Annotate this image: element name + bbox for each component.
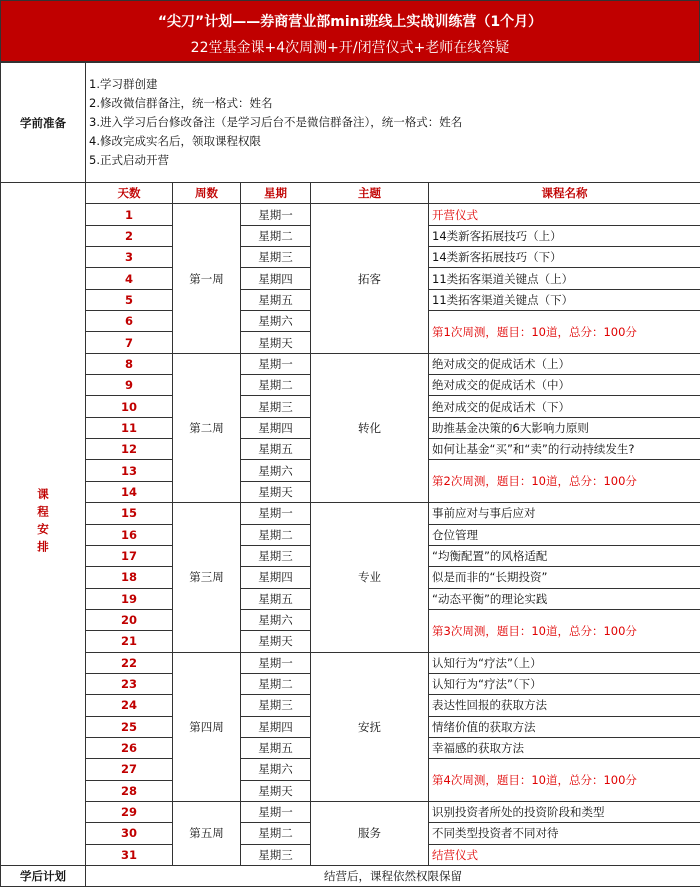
course-name: 似是而非的“长期投资” — [429, 567, 700, 588]
day-number: 2 — [86, 225, 173, 246]
course-name: 仓位管理 — [429, 524, 700, 545]
day-number: 1 — [86, 204, 173, 225]
week-label: 第一周 — [173, 204, 241, 353]
weekday: 星期三 — [241, 545, 311, 566]
column-header-course: 课程名称 — [429, 183, 700, 204]
column-header-day: 天数 — [86, 183, 173, 204]
course-name: 情绪价值的获取方法 — [429, 716, 700, 737]
day-number: 12 — [86, 439, 173, 460]
weekday: 星期一 — [241, 204, 311, 225]
schedule-table — [0, 62, 700, 887]
table-header-row — [1, 183, 700, 204]
day-number: 5 — [86, 289, 173, 310]
column-header-weekday: 星期 — [241, 183, 311, 204]
weekday: 星期一 — [241, 353, 311, 374]
day-number: 21 — [86, 631, 173, 652]
week-label: 第四周 — [173, 652, 241, 801]
topic: 安抚 — [311, 652, 429, 801]
weekday: 星期五 — [241, 588, 311, 609]
schedule-label-cell — [1, 183, 86, 866]
day-number: 17 — [86, 545, 173, 566]
course-highlight: 第3次周测，题目：10道，总分：100分 — [429, 609, 700, 652]
course-name: 幸福感的获取方法 — [429, 737, 700, 758]
day-number: 13 — [86, 460, 173, 481]
day-number: 18 — [86, 567, 173, 588]
course-name: 不同类型投资者不同对待 — [429, 823, 700, 844]
day-number: 27 — [86, 759, 173, 780]
weekday: 星期天 — [241, 481, 311, 502]
weekday: 星期四 — [241, 567, 311, 588]
after-text: 结营后，课程依然权限保留 — [86, 866, 700, 887]
column-header-topic: 主题 — [311, 183, 429, 204]
prep-list — [86, 63, 700, 183]
prep-item: 3.进入学习后台修改备注（是学习后台不是微信群备注），统一格式：姓名 — [89, 113, 697, 132]
course-highlight: 第2次周测，题目：10道，总分：100分 — [429, 460, 700, 503]
after-row — [1, 866, 700, 887]
day-number: 30 — [86, 823, 173, 844]
course-name: 14类新客拓展技巧（上） — [429, 225, 700, 246]
course-highlight: 结营仪式 — [429, 844, 700, 865]
topic: 拓客 — [311, 204, 429, 353]
weekday: 星期三 — [241, 844, 311, 865]
weekday: 星期六 — [241, 759, 311, 780]
course-name: 事前应对与事后应对 — [429, 503, 700, 524]
table-row — [1, 801, 700, 822]
weekday: 星期二 — [241, 225, 311, 246]
course-name: 绝对成交的促成话术（中） — [429, 375, 700, 396]
page-title: “尖刀”计划——券商营业部mini班线上实战训练营（1个月） — [1, 1, 699, 31]
day-number: 24 — [86, 695, 173, 716]
prep-row — [1, 63, 700, 183]
week-label: 第三周 — [173, 503, 241, 652]
weekday: 星期四 — [241, 268, 311, 289]
course-name: 认知行为“疗法”（上） — [429, 652, 700, 673]
topic: 专业 — [311, 503, 429, 652]
day-number: 25 — [86, 716, 173, 737]
weekday: 星期二 — [241, 524, 311, 545]
week-label: 第五周 — [173, 801, 241, 865]
day-number: 4 — [86, 268, 173, 289]
course-name: 表达性回报的获取方法 — [429, 695, 700, 716]
weekday: 星期一 — [241, 801, 311, 822]
course-name: 11类拓客渠道关键点（上） — [429, 268, 700, 289]
weekday: 星期四 — [241, 716, 311, 737]
day-number: 14 — [86, 481, 173, 502]
column-header-week: 周数 — [173, 183, 241, 204]
day-number: 16 — [86, 524, 173, 545]
day-number: 7 — [86, 332, 173, 353]
weekday: 星期二 — [241, 673, 311, 694]
day-number: 29 — [86, 801, 173, 822]
day-number: 28 — [86, 780, 173, 801]
prep-item: 1.学习群创建 — [89, 75, 697, 94]
weekday: 星期五 — [241, 289, 311, 310]
weekday: 星期六 — [241, 311, 311, 332]
topic: 转化 — [311, 353, 429, 502]
weekday: 星期五 — [241, 439, 311, 460]
prep-item: 5.正式启动开营 — [89, 151, 697, 170]
weekday: 星期天 — [241, 780, 311, 801]
day-number: 15 — [86, 503, 173, 524]
day-number: 22 — [86, 652, 173, 673]
weekday: 星期二 — [241, 375, 311, 396]
course-name: 如何让基金“买”和“卖”的行动持续发生? — [429, 439, 700, 460]
weekday: 星期六 — [241, 460, 311, 481]
day-number: 6 — [86, 311, 173, 332]
course-highlight: 开营仪式 — [429, 204, 700, 225]
course-name: 绝对成交的促成话术（下） — [429, 396, 700, 417]
day-number: 20 — [86, 609, 173, 630]
week-label: 第二周 — [173, 353, 241, 502]
after-label: 学后计划 — [1, 866, 86, 887]
prep-item: 2.修改微信群备注，统一格式：姓名 — [89, 94, 697, 113]
table-row — [1, 652, 700, 673]
weekday: 星期二 — [241, 823, 311, 844]
table-row — [1, 503, 700, 524]
prep-label: 学前准备 — [1, 63, 86, 183]
weekday: 星期六 — [241, 609, 311, 630]
weekday: 星期一 — [241, 503, 311, 524]
weekday: 星期天 — [241, 631, 311, 652]
weekday: 星期四 — [241, 417, 311, 438]
course-name: 绝对成交的促成话术（上） — [429, 353, 700, 374]
course-name: 识别投资者所处的投资阶段和类型 — [429, 801, 700, 822]
course-name: “动态平衡”的理论实践 — [429, 588, 700, 609]
course-name: 认知行为“疗法”（下） — [429, 673, 700, 694]
day-number: 11 — [86, 417, 173, 438]
course-name: 助推基金决策的6大影响力原则 — [429, 417, 700, 438]
day-number: 31 — [86, 844, 173, 865]
day-number: 10 — [86, 396, 173, 417]
table-row — [1, 353, 700, 374]
table-row — [1, 204, 700, 225]
course-highlight: 第1次周测，题目：10道，总分：100分 — [429, 311, 700, 354]
day-number: 8 — [86, 353, 173, 374]
day-number: 19 — [86, 588, 173, 609]
weekday: 星期三 — [241, 695, 311, 716]
day-number: 9 — [86, 375, 173, 396]
weekday: 星期一 — [241, 652, 311, 673]
weekday: 星期三 — [241, 247, 311, 268]
weekday: 星期天 — [241, 332, 311, 353]
day-number: 26 — [86, 737, 173, 758]
topic: 服务 — [311, 801, 429, 865]
weekday: 星期三 — [241, 396, 311, 417]
page-header — [0, 0, 700, 62]
day-number: 3 — [86, 247, 173, 268]
page-subtitle: 22堂基金课+4次周测+开/闭营仪式+老师在线答疑 — [1, 37, 699, 57]
course-name: 11类拓客渠道关键点（下） — [429, 289, 700, 310]
course-highlight: 第4次周测，题目：10道，总分：100分 — [429, 759, 700, 802]
day-number: 23 — [86, 673, 173, 694]
course-name: “均衡配置”的风格适配 — [429, 545, 700, 566]
schedule-label: 课程安排 — [35, 488, 51, 558]
prep-item: 4.修改完成实名后，领取课程权限 — [89, 132, 697, 151]
weekday: 星期五 — [241, 737, 311, 758]
course-name: 14类新客拓展技巧（下） — [429, 247, 700, 268]
